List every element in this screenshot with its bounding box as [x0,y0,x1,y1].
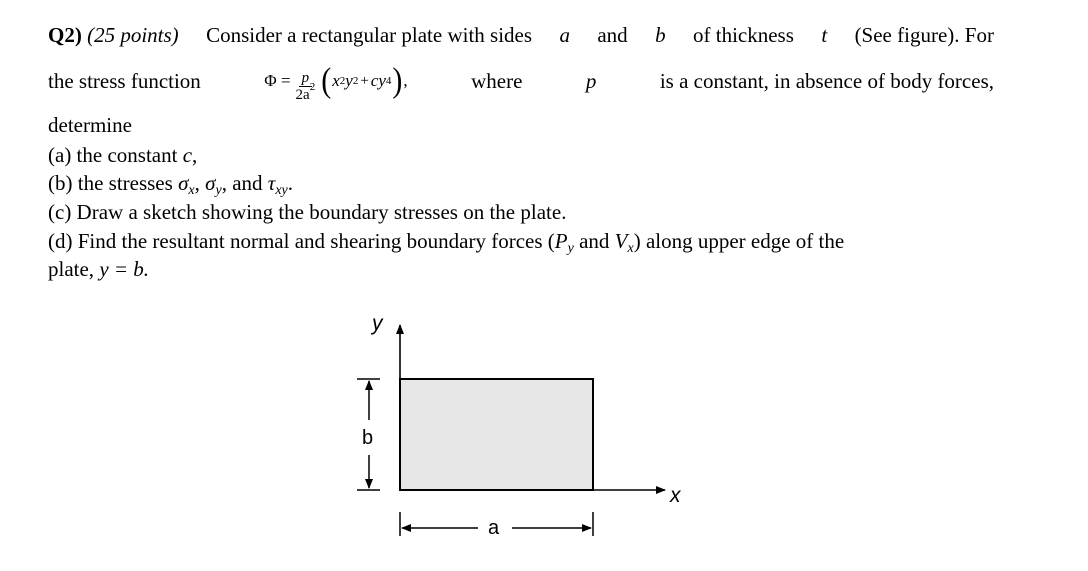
part-b-text: (b) the stresses [48,171,173,195]
constant-text: is a constant, in absence of body forces, [659,68,994,93]
phi-symbol: Φ = [264,70,291,90]
fraction-numerator: p [299,70,313,87]
see-figure-text: (See figure). For [854,23,994,47]
formula-x: x [332,70,340,90]
formula-plus: + [360,72,369,89]
symbol-a: a [559,23,570,47]
part-c-text: (c) Draw a sketch showing the boundary stresses on the plate. [48,200,567,224]
part-d-text: (d) Find the resultant normal and shearing boundary forces ( [48,229,555,253]
fraction-denominator: $2a^2$ [295,81,316,103]
sigma-x: $\sigma_x$ [178,171,195,198]
where-word: where [471,68,523,93]
problem-label: Q2) (25 points) [48,23,179,47]
symbol-c: c [182,143,193,167]
edge-equation: y = b. [99,257,150,281]
stress-function-text: the stress function [48,68,201,93]
part-d-text-2: ) along upper edge of the [633,229,845,253]
tau-xy: $\tau_{xy}$ [267,171,288,198]
part-b: (b) the stresses $\sigma_x$, $\sigma_y$, and $\tau_{xy}$. [48,171,294,198]
b-dimension-label: b [362,427,374,449]
intro-text: Consider a rectangular plate with sides [206,23,533,47]
determine-text: determine [48,113,132,137]
part-b-and: and [232,171,263,195]
plate-rectangle [400,379,593,490]
symbol-t: t [821,23,828,47]
symbol-b: b [655,23,666,47]
part-d-text-3: plate, [48,257,95,281]
formula-y: y [345,70,353,90]
symbol-p: p [585,68,597,93]
part-a: (a) the constant c, [48,143,198,167]
force-Vx: $V_x$ [614,229,634,256]
force-Py: $P_y$ [554,229,574,256]
stress-function-formula: Φ = $\frac{p}{2a^2}$ ( x 2 y 2 + cy 4 ) , [264,60,408,103]
a-dimension-label: a [488,517,500,539]
part-d-and: and [579,229,610,253]
x-axis-label: x [670,484,681,507]
thickness-text: of thickness [693,23,794,47]
sigma-y: $\sigma_y$ [205,171,222,198]
formula-cy: cy [370,70,386,90]
part-a-text: (a) the constant [48,143,178,167]
and-word: and [597,23,628,47]
y-axis-label: y [372,312,383,335]
